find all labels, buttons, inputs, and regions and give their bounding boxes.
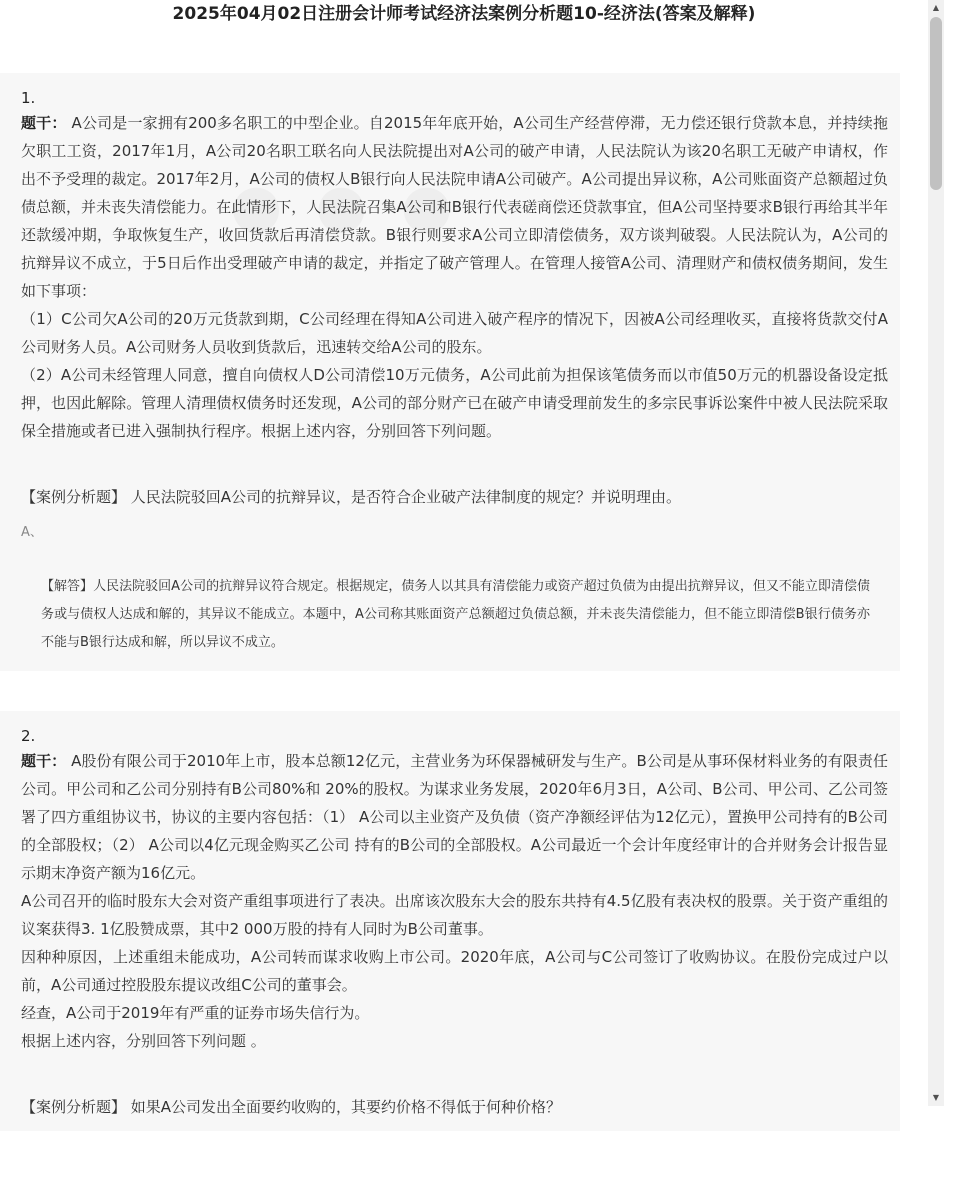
page-title: 2025年04月02日注册会计师考试经济法案例分析题10-经济法(答案及解释) bbox=[172, 4, 756, 24]
stem-label: 题干： bbox=[21, 752, 67, 770]
stem-paragraph: （1）C公司欠A公司的20万元货款到期，C公司经理在得知A公司进入破产程序的情况下，因被A公司经理收买，直接将货款交付A公司财务人员。A公司财务人员收到货款后，迅速转交给A公司的股东。 bbox=[21, 310, 888, 356]
vertical-scrollbar[interactable] bbox=[928, 0, 944, 1106]
question-number: 1. bbox=[21, 89, 36, 107]
case-question: 【案例分析题】 人民法院驳回A公司的抗辩异议，是否符合企业破产法律制度的规定？并说明理由。 bbox=[21, 488, 682, 506]
question-stem bbox=[21, 109, 888, 305]
stem-paragraph: A公司召开的临时股东大会对资产重组事项进行了表决。出席该次股东大会的股东共持有4.5亿股有表决权的股票。关于资产重组的议案获得3. 1亿股赞成票，其中2 000万股的持有人同时为B公司董事。 bbox=[21, 892, 888, 938]
question-number: 2. bbox=[21, 727, 36, 745]
scrollbar-thumb[interactable] bbox=[930, 17, 942, 190]
stem-text: A公司是一家拥有200多名职工的中型企业。自2015年年底开始，A公司生产经营停滞，无力偿还银行贷款本息，并持续拖欠职工工资，2017年1月，A公司20名职工联名向人民法院提出对A公司的破产申请，人民法院认为该20名职工无破产申请权，作出不予受理的裁定。2017年2月，A公司的债权人B银行向人民法院申请A公司破产。A公司提出异议称，A公司账面资产总额超过负债总额，并未丧失清偿能力。在此情形下，人民法院召集A公司和B银行代表磋商偿还贷款事宜，但A公司坚持要求B银行再给其半年还款缓冲期，争取恢复生产，收回货款后再清偿贷款。B银行则要求A公司立即清偿债务，双方谈判破裂。人民法院认为，A公司的抗辩异议不成立，于5日后作出受理破产申请的裁定，并指定了破产管理人。在管理人接管A公司、清理财产和债权债务期间，发生如下事项： bbox=[21, 114, 888, 300]
answer-explanation: 【解答】人民法院驳回A公司的抗辩异议符合规定。根据规定，债务人以其具有清偿能力或资产超过负债为由提出抗辩异议，但又不能立即清偿债务或与债权人达成和解的，其异议不能成立。本题中，A公司称其账面资产总额超过负债总额，并未丧失清偿能力，但不能立即清偿B银行债务亦不能与B银行达成和解，所以异议不成立。 bbox=[41, 579, 870, 650]
stem-paragraph: 经查，A公司于2019年有严重的证券市场失信行为。 bbox=[21, 1004, 370, 1022]
case-question: 【案例分析题】 如果A公司发出全面要约收购的，其要约价格不得低于何种价格？ bbox=[21, 1098, 562, 1116]
stem-text: A股份有限公司于2010年上市，股本总额12亿元，主营业务为环保器械研发与生产。B公司是从事环保材料业务的有限责任公司。甲公司和乙公司分别持有B公司80%和 20%的股权。为谋求业务发展，2020年6月3日，A公司、B公司、甲公司、乙公司签署了四方重组协议书，协议的主要内容包括：（1） A公司以主业资产及负债（资产净额经评估为12亿元），置换甲公司持有的B公司的全部股权；（2） A公司以4亿元现金购买乙公司 持有的B公司的全部股权。A公司最近一个会计年度经审计的合并财务会计报告显示期末净资产额为16亿元。 bbox=[21, 752, 888, 882]
scroll-down-icon[interactable]: ▼ bbox=[932, 1093, 940, 1102]
content-area bbox=[0, 30, 928, 1116]
scroll-up-icon[interactable]: ▲ bbox=[932, 3, 940, 12]
stem-paragraph: 根据上述内容，分别回答下列问题 。 bbox=[21, 1032, 266, 1050]
answer-option[interactable]: A、 bbox=[21, 525, 43, 540]
question-card bbox=[0, 73, 900, 671]
question-card bbox=[0, 711, 900, 1131]
stem-label: 题干： bbox=[21, 114, 67, 132]
question-stem bbox=[21, 747, 888, 887]
stem-paragraph: 因种种原因，上述重组未能成功，A公司转而谋求收购上市公司。2020年底，A公司与C公司签订了收购协议。在股份完成过户以前，A公司通过控股股东提议改组C公司的董事会。 bbox=[21, 948, 888, 994]
stem-paragraph: （2）A公司未经管理人同意，擅自向债权人D公司清偿10万元债务，A公司此前为担保该笔债务而以市值50万元的机器设备设定抵押，也因此解除。管理人清理债权债务时还发现，A公司的部分财产已在破产申请受理前发生的多宗民事诉讼案件中被人民法院采取保全措施或者已进入强制执行程序。根据上述内容，分别回答下列问题。 bbox=[21, 366, 888, 440]
